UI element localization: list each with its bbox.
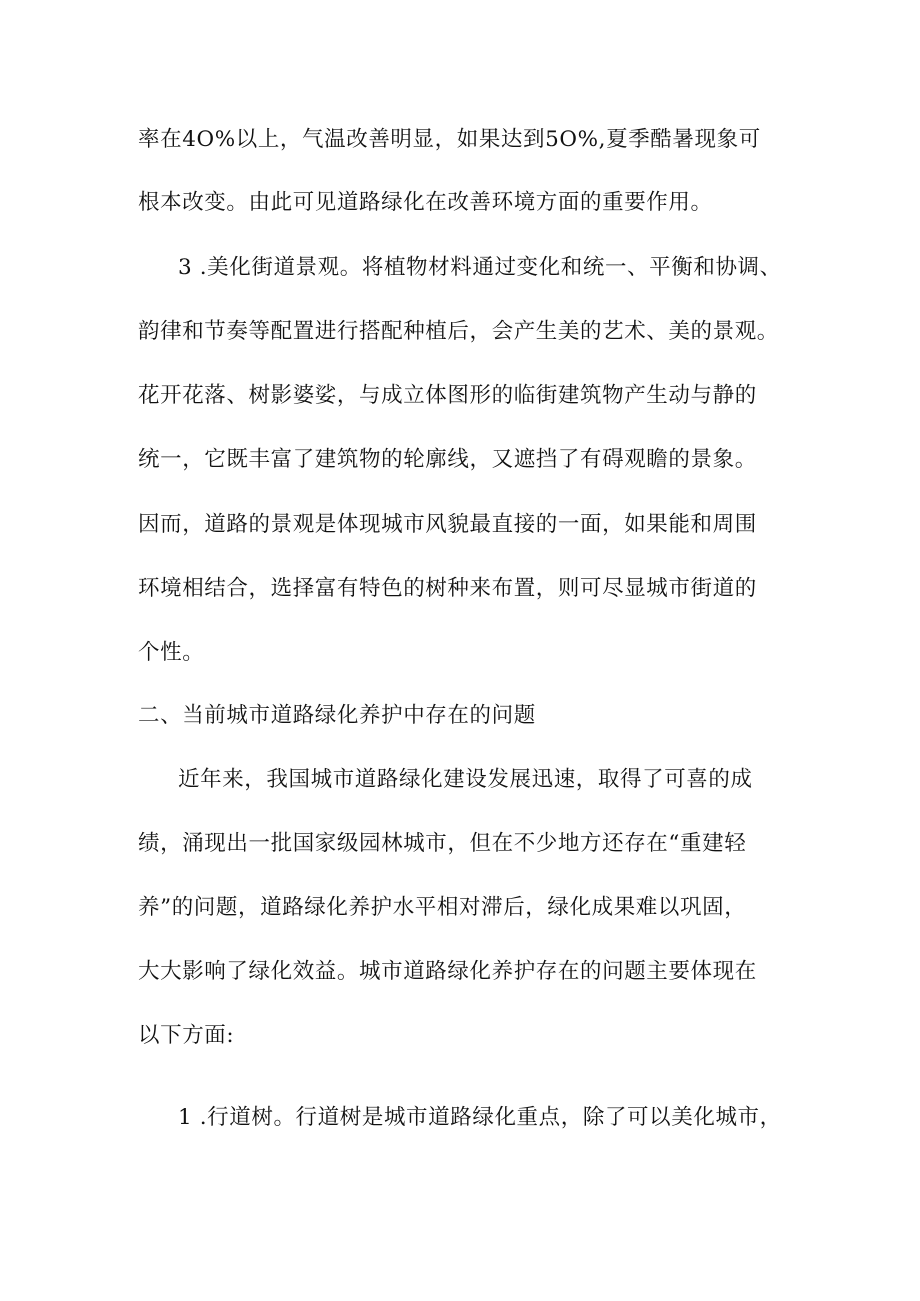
text-line: 统一，它既丰富了建筑物的轮廓线，又遮挡了有碍观瞻的景象。 (138, 447, 757, 472)
text-line: 绩，涌现出一批国家级园林城市，但在不少地方还存在“重建轻 (138, 831, 747, 856)
text-line: 环境相结合，选择富有特色的树种来布置，则可尽显城市街道的 (138, 576, 757, 601)
text-line: 1 .行道树。行道树是城市道路绿化重点，除了可以美化城市， (178, 1105, 782, 1130)
text-line: 因而，道路的景观是体现城市风貌最直接的一面，如果能和周围 (138, 512, 757, 537)
section-heading: 二、当前城市道路绿化养护中存在的问题 (138, 703, 536, 728)
text-line: 以下方面: (138, 1023, 235, 1048)
text-line: 3 .美化街道景观。将植物材料通过变化和统一、平衡和协调、 (178, 255, 782, 280)
text-line: 根本改变。由此可见道路绿化在改善环境方面的重要作用。 (138, 190, 713, 215)
text-line: 韵律和节奏等配置进行搭配种植后，会产生美的艺术、美的景观。 (138, 319, 779, 344)
text-line: 率在4O%以上，气温改善明显，如果达到5O%,夏季酷暑现象可 (138, 127, 761, 152)
text-line: 花开花落、树影婆娑，与成立体图形的临街建筑物产生动与静的 (138, 383, 757, 408)
text-line: 个性。 (138, 640, 205, 665)
text-line: 近年来，我国城市道路绿化建设发展迅速，取得了可喜的成 (178, 767, 753, 792)
text-line: 养”的问题，道路绿化养护水平相对滞后，绿化成果难以巩固， (138, 895, 747, 920)
text-line: 大大影响了绿化效益。城市道路绿化养护存在的问题主要体现在 (138, 959, 757, 984)
